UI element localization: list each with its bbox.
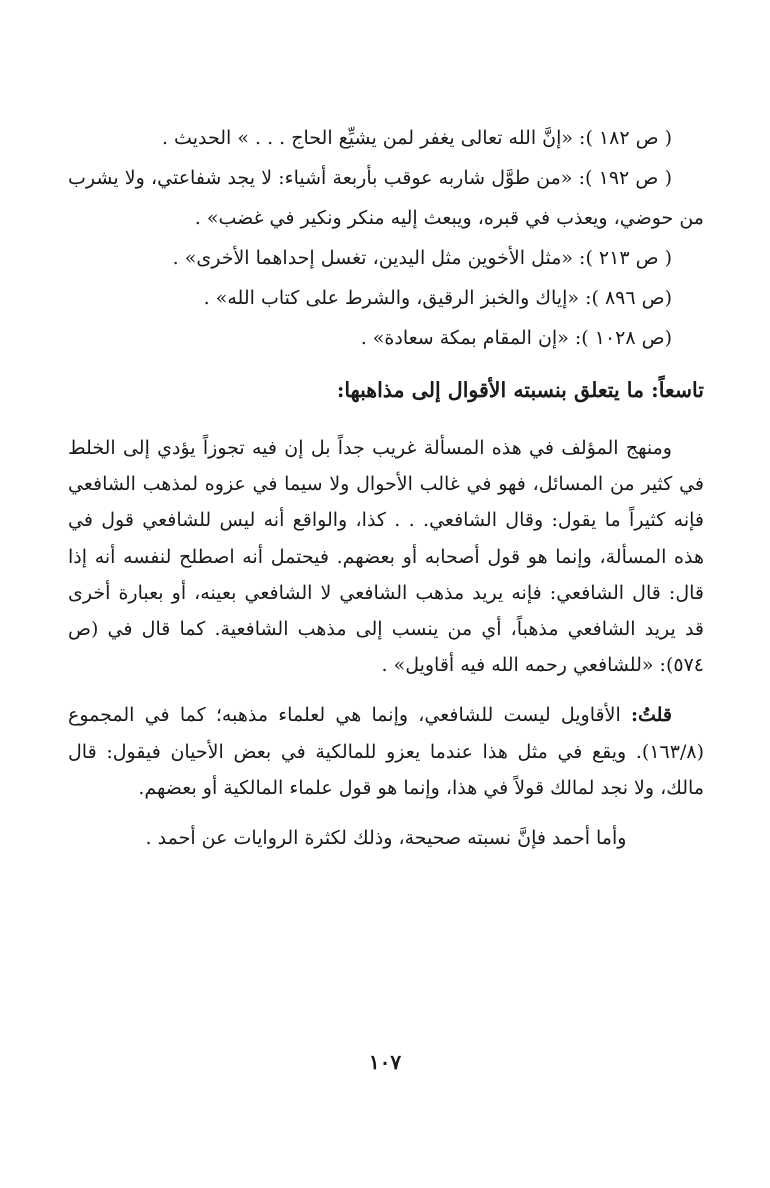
citation-entry-192-text: ( ص ١٩٢ ): «من طوَّل شاربه عوقب بأربعة أشياء: لا يجد شفاعتي، ولا يشرب من حوضي، ويعذب في قبره، ويبعث إليه منكر ونكير في غضب» .: [68, 167, 704, 229]
paragraph-aqawil: [68, 697, 704, 806]
paragraph-methodology: ومنهج المؤلف في هذه المسألة غريب جداً بل إن فيه تجوزاً يؤدي إلى الخلط في كثير من المسائل، فهو في غالب الأحوال ولا سيما في عزوه لمذهب الشافعي فإنه كثيراً ما يقول: وقال الشافعي. . . كذا، والواقع أنه ليس للشافعي قول في هذه المسألة، وإنما هو قول أصحابه أو بعضهم. فيحتمل أنه اصطلح لنفسه أنه إذا قال: قال الشافعي: فإنه يريد مذهب الشافعي لا الشافعي بعينه، أو بعبارة أخرى قد يريد الشافعي مذهباً، أي من ينسب إلى مذهب الشافعية. كما قال في (ص ٥٧٤): «للشافعي رحمه الله فيه أقاويل» .: [68, 437, 704, 677]
paragraph-lead: قلتُ:: [630, 704, 672, 727]
section-heading: تاسعاً: ما يتعلق بنسبته الأقوال إلى مذاهبها:: [336, 378, 704, 402]
closing-line: وأما أحمد فإنَّ نسبته صحيحة، وذلك لكثرة الروايات عن أحمد .: [145, 827, 627, 850]
citation-entry-896: (ص ٨٩٦ ): «إياك والخبز الرقيق، والشرط على كتاب الله» .: [203, 287, 672, 309]
citation-entry-213: ( ص ٢١٣ ): «مثل الأخوين مثل اليدين، تغسل إحداهما الأخرى» .: [172, 247, 672, 269]
paragraph-aqawil-text: الأقاويل ليست للشافعي، وإنما هي لعلماء مذهبه؛ كما في المجموع (١٦٣/٨). ويقع في مثل هذا عندما يعزو للمالكية في بعض الأحيان فيقول: قال مالك، ولا نجد لمالك قولاً في هذا، وإنما هو قول علماء المالكية أو بعضهم.: [68, 704, 704, 799]
citation-entry-1028: (ص ١٠٢٨ ): «إن المقام بمكة سعادة» .: [360, 327, 672, 349]
page-body: [68, 118, 704, 875]
page-number: ١٠٧: [368, 1050, 402, 1074]
citation-entry-182: ( ص ١٨٢ ): «إنَّ الله تعالى يغفر لمن يشيِّع الحاج . . . » الحديث .: [161, 127, 672, 149]
citation-entry-192: [68, 158, 704, 238]
